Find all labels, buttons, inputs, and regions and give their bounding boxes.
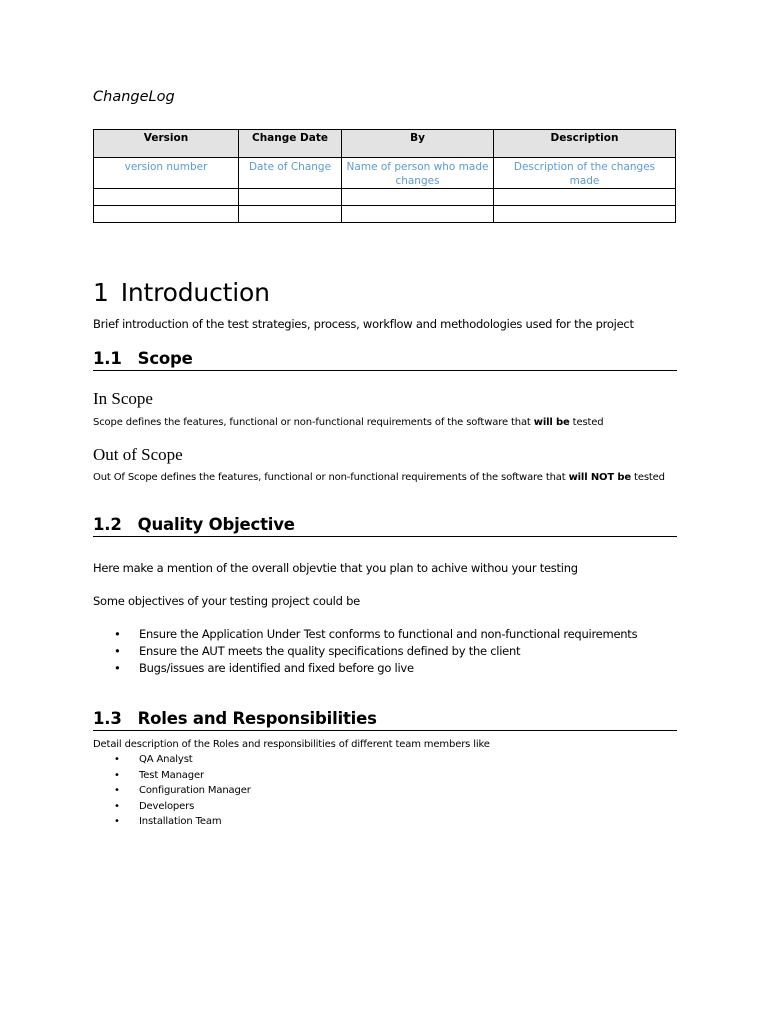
introduction-heading	[93, 278, 270, 307]
list-item: • Configuration Manager	[93, 783, 251, 799]
quality-objective-heading	[93, 515, 677, 537]
list-item: • Ensure the Application Under Test conforms to functional and non-functional requirements	[93, 626, 637, 643]
column-header-by: By	[342, 130, 494, 158]
quality-objective-text: Here make a mention of the overall objevtie that you plan to achive withou your testing	[93, 561, 578, 575]
empty-cell	[494, 189, 676, 206]
list-item: • Installation Team	[93, 814, 251, 830]
roles-list	[93, 752, 251, 830]
section-number: 1	[93, 278, 109, 307]
in-scope-text-tail: tested	[569, 417, 604, 428]
list-item: • Bugs/issues are identified and fixed before go live	[93, 660, 637, 677]
table-header-row	[94, 130, 676, 158]
out-of-scope-text-body: Out Of Scope defines the features, functional or non-functional requirements of the software that	[93, 472, 569, 483]
section-number: 1.2	[93, 515, 122, 534]
column-header-change-date: Change Date	[239, 130, 342, 158]
roles-heading	[93, 709, 677, 731]
cell-by: Name of person who made changes	[342, 158, 494, 189]
section-title: Quality Objective	[137, 515, 295, 534]
empty-cell	[94, 189, 239, 206]
section-title: Roles and Responsibilities	[137, 709, 377, 728]
table-row	[94, 158, 676, 189]
scope-heading	[93, 349, 677, 371]
changelog-title: ChangeLog	[93, 89, 175, 105]
list-item: • QA Analyst	[93, 752, 251, 768]
quality-objective-intro: Some objectives of your testing project could be	[93, 594, 360, 608]
section-number: 1.3	[93, 709, 122, 728]
cell-change-date: Date of Change	[239, 158, 342, 189]
list-item: • Developers	[93, 799, 251, 815]
empty-cell	[494, 206, 676, 223]
empty-cell	[239, 189, 342, 206]
section-title: Scope	[137, 349, 193, 368]
empty-cell	[342, 189, 494, 206]
out-of-scope-text-tail: tested	[631, 472, 665, 483]
empty-cell	[94, 206, 239, 223]
column-header-description: Description	[494, 130, 676, 158]
column-header-version: Version	[94, 130, 239, 158]
in-scope-text	[93, 415, 693, 430]
in-scope-heading: In Scope	[93, 389, 153, 408]
in-scope-text-body: Scope defines the features, functional or non-functional requirements of the software that	[93, 417, 534, 428]
introduction-text: Brief introduction of the test strategies, process, workflow and methodologies used for the project	[93, 317, 634, 331]
objectives-list	[93, 626, 637, 677]
section-title: Introduction	[120, 278, 270, 307]
out-of-scope-heading: Out of Scope	[93, 445, 183, 464]
table-row	[94, 206, 676, 223]
roles-text: Detail description of the Roles and responsibilities of different team members like	[93, 739, 490, 750]
cell-version: version number	[94, 158, 239, 189]
empty-cell	[342, 206, 494, 223]
list-item: • Ensure the AUT meets the quality specifications defined by the client	[93, 643, 637, 660]
in-scope-emphasis: will be	[533, 417, 570, 428]
table-row	[94, 189, 676, 206]
cell-description: Description of the changes made	[494, 158, 676, 189]
empty-cell	[239, 206, 342, 223]
out-of-scope-text	[93, 470, 683, 485]
section-number: 1.1	[93, 349, 122, 368]
out-of-scope-emphasis: will NOT be	[568, 472, 632, 483]
list-item: • Test Manager	[93, 768, 251, 784]
changelog-table	[93, 129, 676, 223]
